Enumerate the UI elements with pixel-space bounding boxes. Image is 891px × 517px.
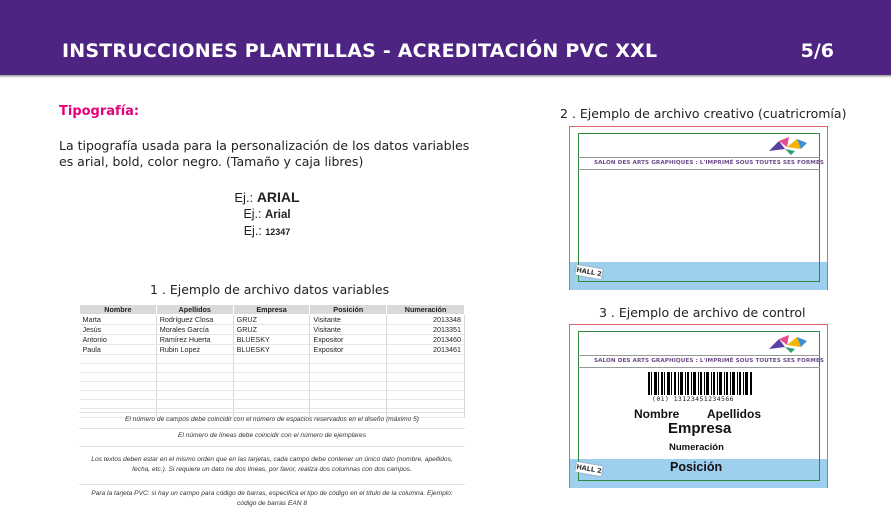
- table-row-empty: [80, 382, 465, 391]
- note-fields: El número de campos debe coincidir con el número de espacios reservados en el diseño (máximo 5): [79, 412, 465, 426]
- table-cell: GRUZ: [233, 325, 310, 335]
- hall-tag: HALL 2: [575, 265, 603, 279]
- table-cell: 2013348: [387, 315, 465, 325]
- typography-description: La tipografía usada para la personalización de los datos variables es arial, bold, color negro. (Tamaño y caja libres): [59, 138, 470, 169]
- table-row: [80, 315, 465, 325]
- table-cell: Marta: [80, 315, 157, 325]
- section3-title: 3 . Ejemplo de archivo de control: [599, 305, 806, 320]
- table-cell: Visitante: [310, 325, 387, 335]
- example-arial-upper: [207, 189, 327, 205]
- section1-title: 1 . Ejemplo de archivo datos variables: [150, 282, 390, 297]
- table-cell: Rodríguez Closa: [156, 315, 233, 325]
- colorful-logo-icon: [767, 333, 809, 355]
- example-sample: Arial: [264, 209, 291, 221]
- header-bar: [0, 0, 891, 75]
- hall-tag: HALL 2: [575, 462, 603, 476]
- table-cell: GRUZ: [233, 315, 310, 325]
- column-header: Nombre: [80, 305, 157, 315]
- table-cell: Expositor: [310, 335, 387, 345]
- column-header: Posición: [310, 305, 387, 315]
- control-posicion: Posición: [670, 460, 723, 474]
- control-apellidos: Apellidos: [707, 407, 762, 421]
- control-empresa: Empresa: [668, 420, 732, 437]
- creative-card: [569, 126, 828, 290]
- page-number: 5/6: [800, 40, 834, 62]
- table-cell: 2013460: [387, 335, 465, 345]
- table-cell: Rubin Lopez: [156, 345, 233, 355]
- table-cell: Expositor: [310, 345, 387, 355]
- section2-title: 2 . Ejemplo de archivo creativo (cuatricromía): [560, 106, 847, 121]
- control-numeracion: Numeración: [669, 442, 724, 453]
- card-band-text: SALON DES ARTS GRAPHIQUES : L'IMPRIMÉ SOUS TOUTES SES FORMES: [594, 358, 824, 364]
- table-row-empty: [80, 364, 465, 373]
- card-band-text: SALON DES ARTS GRAPHIQUES : L'IMPRIMÉ SOUS TOUTES SES FORMES: [594, 160, 824, 166]
- table-row: [80, 335, 465, 345]
- table-cell: Paula: [80, 345, 157, 355]
- table-cell: BLUESKY: [233, 335, 310, 345]
- example-sample: ARIAL: [256, 189, 300, 205]
- note-barcode: Para la tarjeta PVC: si hay un campo para código de barras, especifica el tipo de código en el título de la columna. Ejemplo: código de barras EAN 8: [79, 484, 465, 514]
- table-row-empty: [80, 373, 465, 382]
- table-row-empty: [80, 391, 465, 400]
- barcode-icon: [648, 372, 752, 395]
- note-order: Los textos deben estar en el mismo orden que en las tarjetas, cada campo debe contener un único dato (nombre, apellidos, fecha, etc.). Si requiere un dato ne dos líneas, por favor, realiza dos columnas con dos campos.: [79, 446, 465, 478]
- table-cell: Morales García: [156, 325, 233, 335]
- table-cell: Antonio: [80, 335, 157, 345]
- table-row: [80, 345, 465, 355]
- colorful-logo-icon: [767, 135, 809, 157]
- table-row: [80, 325, 465, 335]
- page-title: INSTRUCCIONES PLANTILLAS - ACREDITACIÓN PVC XXL: [62, 40, 658, 62]
- example-prefix: Ej.:: [243, 207, 262, 221]
- example-prefix: Ej.:: [234, 190, 254, 205]
- example-prefix: Ej.:: [243, 224, 262, 238]
- card-divider-top: [578, 157, 820, 158]
- table-row-empty: [80, 400, 465, 409]
- header-shadow: [0, 75, 891, 78]
- table-row-empty: [80, 355, 465, 364]
- card-divider-bottom: [578, 367, 820, 368]
- note-lines: El número de líneas debe coincidir con el número de ejemplares: [79, 428, 465, 442]
- column-header: Apellidos: [156, 305, 233, 315]
- control-nombre: Nombre: [634, 407, 680, 421]
- data-table: [79, 304, 465, 418]
- table-cell: 2013461: [387, 345, 465, 355]
- typography-heading: Tipografía:: [59, 104, 140, 119]
- example-sample: 12347: [265, 227, 291, 237]
- barcode-number: (01) 13123451234566: [652, 395, 734, 403]
- data-spreadsheet: [79, 304, 465, 418]
- table-cell: Ramírez Huerta: [156, 335, 233, 345]
- example-number: [207, 224, 327, 238]
- table-cell: Jesús: [80, 325, 157, 335]
- card-divider-bottom: [578, 169, 820, 170]
- table-header-row: [80, 305, 465, 315]
- table-cell: 2013351: [387, 325, 465, 335]
- example-arial-mixed: [207, 207, 327, 221]
- table-cell: BLUESKY: [233, 345, 310, 355]
- card-divider-top: [578, 355, 820, 356]
- column-header: Empresa: [233, 305, 310, 315]
- table-cell: Visitante: [310, 315, 387, 325]
- column-header: Numeración: [387, 305, 465, 315]
